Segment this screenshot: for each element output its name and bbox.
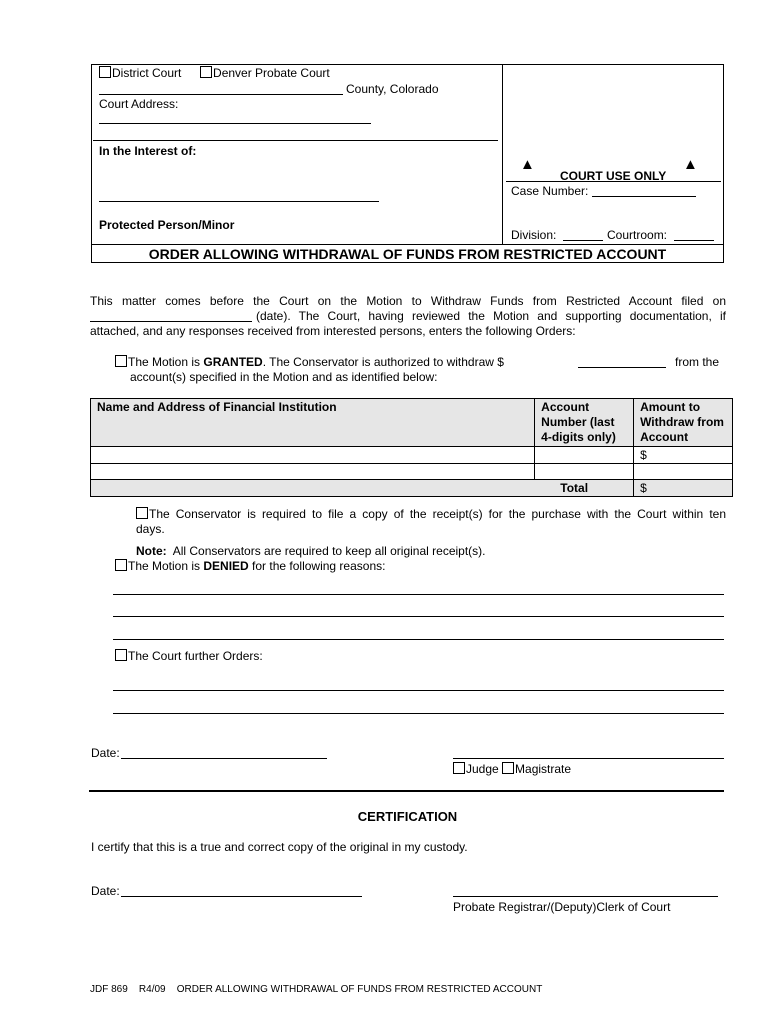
certification-statement: I certify that this is a true and correct copy of the original in my custody. <box>91 840 468 854</box>
division-label: Division: <box>511 228 557 242</box>
county-field[interactable] <box>99 94 343 95</box>
table-header-row <box>91 399 733 447</box>
account-cell[interactable] <box>535 447 634 464</box>
account-cell[interactable] <box>535 464 634 480</box>
court-use-line <box>506 181 721 182</box>
receipt-note <box>136 544 486 558</box>
denied-text-b: for the following reasons: <box>248 559 386 573</box>
court-type-row <box>99 66 330 80</box>
denied-row <box>115 559 385 573</box>
registrar-label: Probate Registrar/(Deputy)Clerk of Court <box>453 900 671 914</box>
further-orders-line[interactable] <box>113 713 724 714</box>
judge-magistrate-row <box>453 762 571 776</box>
note-label: Note: <box>136 544 167 558</box>
court-address-field[interactable] <box>99 123 371 124</box>
document-title: ORDER ALLOWING WITHDRAWAL OF FUNDS FROM RESTRICTED ACCOUNT <box>148 246 667 262</box>
case-number-field[interactable] <box>592 196 696 197</box>
further-orders-checkbox[interactable] <box>115 649 127 661</box>
table-total-row <box>91 480 733 497</box>
intro-line-3: attached, and any responses received from interested persons, enters the following Orders: <box>90 324 576 338</box>
further-orders-line[interactable] <box>113 690 724 691</box>
denied-reason-line[interactable] <box>113 639 724 640</box>
header-account-number: Account Number (last 4-digits only) <box>535 399 634 447</box>
granted-text-c: from the <box>675 355 720 369</box>
certification-date-label: Date: <box>91 884 120 898</box>
granted-word: GRANTED <box>203 355 263 369</box>
denied-text-a: The Motion is <box>128 559 204 573</box>
financial-institution-table <box>90 398 733 497</box>
filed-date-field[interactable] <box>90 321 252 322</box>
protected-person-field[interactable] <box>99 201 379 202</box>
footer <box>90 984 542 995</box>
granted-line-2: account(s) specified in the Motion and as identified below: <box>130 370 438 384</box>
section-divider <box>89 790 724 792</box>
table-row[interactable] <box>91 447 733 464</box>
denied-reason-line[interactable] <box>113 594 724 595</box>
receipt-line-2: days. <box>136 522 165 536</box>
further-orders-row <box>115 649 263 663</box>
header-institution: Name and Address of Financial Institution <box>91 399 535 447</box>
judge-signature-line[interactable] <box>453 758 724 759</box>
court-address-label: Court Address: <box>99 97 179 111</box>
magistrate-label: Magistrate <box>515 762 572 776</box>
title-divider <box>91 244 724 245</box>
protected-person-label: Protected Person/Minor <box>99 218 235 232</box>
form-number: JDF 869 <box>90 984 128 995</box>
withdraw-amount-field[interactable] <box>578 367 666 368</box>
judge-label: Judge <box>466 762 499 776</box>
arrow-up-left-icon: ▲ <box>520 156 535 173</box>
denver-probate-label: Denver Probate Court <box>213 66 330 80</box>
case-number-label: Case Number: <box>511 184 589 198</box>
total-label: Total <box>91 480 634 497</box>
granted-text-b: . The Conservator is authorized to withdraw $ <box>262 355 504 369</box>
total-amount[interactable]: $ <box>634 480 733 497</box>
header-amount: Amount to Withdraw from Account <box>634 399 733 447</box>
intro-line-2: (date). The Court, having reviewed the Motion and supporting documentation, if <box>256 309 726 323</box>
amount-cell[interactable]: $ <box>634 447 733 464</box>
judge-checkbox[interactable] <box>453 762 465 774</box>
further-orders-label: The Court further Orders: <box>128 649 263 663</box>
amount-cell[interactable] <box>634 464 733 480</box>
note-text: All Conservators are required to keep all original receipt(s). <box>172 544 486 558</box>
certification-heading: CERTIFICATION <box>357 809 458 824</box>
county-label: County, Colorado <box>346 82 439 96</box>
form-revision: R4/09 <box>138 984 166 995</box>
caption-separator <box>93 140 498 141</box>
in-the-interest-label: In the Interest of: <box>99 144 197 158</box>
intro-line-1: This matter comes before the Court on the Motion to Withdraw Funds from Restricted Account filed on <box>90 294 726 308</box>
granted-checkbox[interactable] <box>115 355 127 367</box>
courtroom-field[interactable] <box>674 240 714 241</box>
institution-cell[interactable] <box>91 464 535 480</box>
denied-checkbox[interactable] <box>115 559 127 571</box>
magistrate-checkbox[interactable] <box>502 762 514 774</box>
receipt-line-1 <box>136 507 726 521</box>
order-date-field[interactable] <box>121 758 327 759</box>
courtroom-label: Courtroom: <box>607 228 668 242</box>
caption-divider <box>502 64 503 245</box>
denver-probate-checkbox[interactable] <box>200 66 212 78</box>
arrow-up-right-icon: ▲ <box>683 156 698 173</box>
district-court-label: District Court <box>112 66 182 80</box>
district-court-checkbox[interactable] <box>99 66 111 78</box>
court-use-only-label: COURT USE ONLY <box>560 169 667 183</box>
denied-reason-line[interactable] <box>113 616 724 617</box>
granted-text-a: The Motion is <box>128 355 204 369</box>
denied-word: DENIED <box>203 559 249 573</box>
receipt-checkbox[interactable] <box>136 507 148 519</box>
order-date-label: Date: <box>91 746 120 760</box>
institution-cell[interactable] <box>91 447 535 464</box>
table-row[interactable] <box>91 464 733 480</box>
division-field[interactable] <box>563 240 603 241</box>
receipt-text: The Conservator is required to file a copy of the receipt(s) for the purchase with the Court within ten <box>149 507 726 521</box>
certification-date-field[interactable] <box>121 896 362 897</box>
registrar-signature-line[interactable] <box>453 896 718 897</box>
granted-row <box>115 355 504 369</box>
footer-title: ORDER ALLOWING WITHDRAWAL OF FUNDS FROM RESTRICTED ACCOUNT <box>176 984 543 995</box>
